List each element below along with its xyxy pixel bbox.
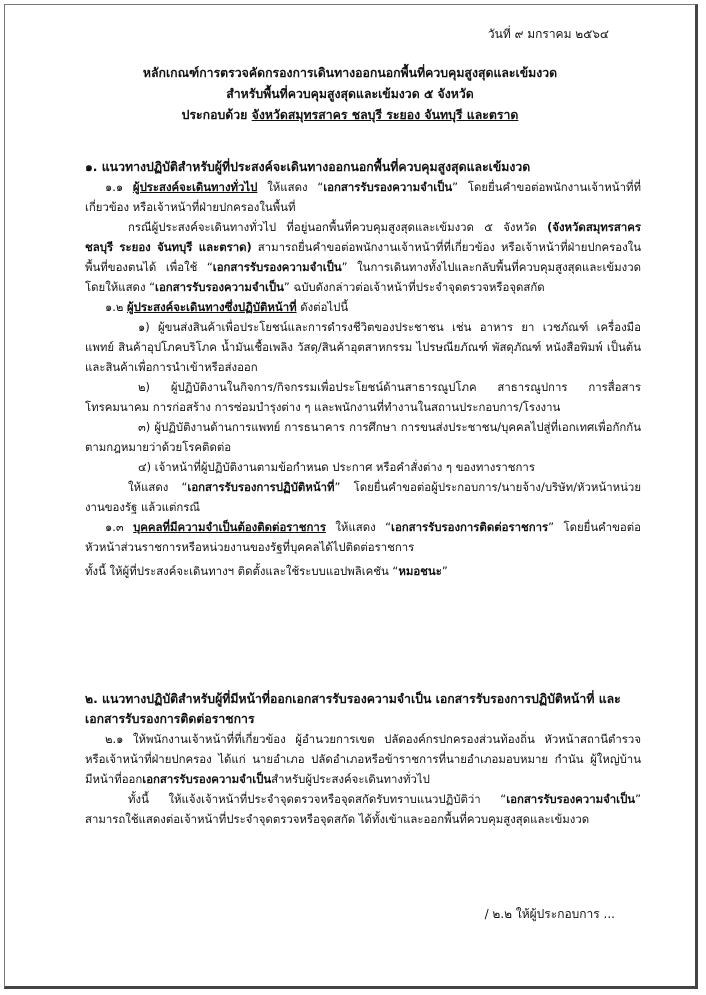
title-provinces: จังหวัดสมุทรสาคร ชลบุรี ระยอง จันทบุรี และตราด bbox=[251, 108, 519, 122]
s12-tail: ดังต่อไปนี้ bbox=[296, 300, 349, 314]
s12-item-3: ๓) ผู้ปฏิบัติงานด้านการแพทย์ การธนาคาร การศึกษา การขนส่งประชาชน/บุคคลไปสู่ที่เอกเทศเพื่อกักกันตามกฎหมายว่าด้วยโรคติดต่อ bbox=[85, 420, 641, 454]
section-1-heading: ๑. แนวทางปฏิบัติสำหรับผู้ที่ประสงค์จะเดินทางออกนอกพื้นที่ควบคุมสูงสุดและเข้มงวด bbox=[85, 160, 531, 174]
s13-doc: เอกสารรับรองการติดต่อราชการ bbox=[391, 520, 549, 534]
section-1-1 bbox=[85, 177, 641, 217]
section-2-1 bbox=[85, 729, 641, 789]
s11-text1: ให้แสดง “ bbox=[257, 180, 324, 194]
section-1-note bbox=[85, 561, 641, 581]
s11-case-g: ” ฉบับดังกล่าวต่อเจ้าหน้าที่ประจำจุดตรวจหรือจุดสกัด bbox=[283, 280, 545, 294]
s11-label: ผู้ประสงค์จะเดินทางทั่วไป bbox=[132, 180, 258, 194]
s11-case-a: กรณีผู้ประสงค์จะเดินทางทั่วไป ที่อยู่นอกพื้นที่ควบคุมสูงสุดและเข้มงวด ๕ จังหวัด bbox=[128, 220, 548, 234]
s21-note-doc: เอกสารรับรองความจำเป็น bbox=[506, 792, 636, 806]
s11-case-doc2: เอกสารรับรองความจำเป็น bbox=[155, 280, 284, 294]
document-date: วันที่ ๙ มกราคม ๒๕๖๔ bbox=[487, 27, 609, 41]
s11-case-c: สามารถยื่นคำขอต่อพนักงานเจ้าหน้าที่ที่เกี่ยวข้อง หรือเจ้าหน้าที่ฝ่ายปกครองในพื้นที่ของตนได้ เพื่อใช้ “ bbox=[85, 240, 641, 274]
s12-show-a: ให้แสดง “ bbox=[128, 480, 188, 494]
page-continuation: / ๒.๒ ให้ผู้ประกอบการ ... bbox=[484, 907, 615, 921]
section-1-3 bbox=[85, 517, 641, 557]
s13-label: บุคคลที่มีความจำเป็นต้องติดต่อราชการ bbox=[133, 520, 326, 534]
document-page bbox=[4, 4, 698, 989]
s12-item-2: ๒) ผู้ปฏิบัติงานในกิจการ/กิจกรรมเพื่อประโยชน์ด้านสาธารณูปโภค สาธารณูปการ การสื่อสารโทรคมนาคม การก่อสร้าง การซ่อมบำรุงต่าง ๆ และพนักงานที่ทำงานในสถานประกอบการ/โรงงาน bbox=[85, 380, 641, 414]
s12-show-b: ” โดยยื่นคำขอต่อผู้ประกอบการ/นายจ้าง/บริษัท/หัวหน้าหน่วยงานของรัฐ แล้วแต่กรณี bbox=[85, 480, 641, 514]
s21-note-a: ทั้งนี้ ให้แจ้งเจ้าหน้าที่ประจำจุดตรวจหรือจุดสกัดรับทราบแนวปฏิบัติว่า “ bbox=[128, 792, 507, 806]
s11-text2: ” โดยยื่นคำขอต่อพนักงานเจ้าหน้าที่ที่เกี่ยวข้อง หรือเจ้าหน้าที่ฝ่ายปกครองในพื้นที่ bbox=[85, 180, 642, 214]
document-title-line2: สำหรับพื้นที่ควบคุมสูงสุดและเข้มงวด ๕ จังหวัด bbox=[226, 87, 474, 101]
s21-text-a: ๒.๑ ให้พนักงานเจ้าหน้าที่ที่เกี่ยวข้อง ผู้อำนวยการเขต ปลัดองค์กรปกครองส่วนท้องถิ่น หัวหน้าสถานีตำรวจ หรือเจ้าหน้าที่ฝ่ายปกครอง ได้แก่ นายอำเภอ ปลัดอำเภอหรือข้าราชการที่นายอำเภอมอบหมาย กำนัน ผู้ใหญ่บ้าน มีหน้าที่ออก bbox=[85, 732, 641, 786]
s13-text1: ให้แสดง “ bbox=[325, 520, 392, 534]
s11-case-doc1: เอกสารรับรองความจำเป็น bbox=[212, 260, 342, 274]
note-text: ทั้งนี้ ให้ผู้ที่ประสงค์จะเดินทางฯ ติดตั้งและใช้ระบบแอปพลิเคชัน “ bbox=[85, 564, 399, 578]
s21-text-b: สำหรับผู้ประสงค์จะเดินทางทั่วไป bbox=[271, 772, 430, 786]
section-2 bbox=[85, 689, 641, 829]
s12-num: ๑.๒ bbox=[105, 300, 127, 314]
section-1-2 bbox=[85, 297, 641, 317]
s12-label: ผู้ประสงค์จะเดินทางซึ่งปฏิบัติหน้าที่ bbox=[126, 300, 297, 314]
section-2-1-note bbox=[85, 789, 641, 829]
s13-text2: ” โดยยื่นคำขอต่อหัวหน้าส่วนราชการหรือหน่วยงานของรัฐที่บุคคลได้ไปติดต่อราชการ bbox=[85, 520, 641, 554]
s11-case-e: ” ในการเดินทางทั้งไปและกลับพื้นที่ควบคุมสูงสุดและเข้มงวด โดยให้แสดง “ bbox=[85, 260, 641, 294]
s12-show bbox=[85, 477, 641, 517]
s11-num: ๑.๑ bbox=[105, 180, 133, 194]
s12-show-doc: เอกสารรับรองการปฏิบัติหน้าที่ bbox=[187, 480, 335, 494]
s12-item-4: ๔) เจ้าหน้าที่ผู้ปฏิบัติงานตามข้อกำหนด ประกาศ หรือคำสั่งต่าง ๆ ของทางราชการ bbox=[138, 460, 535, 474]
note-close-quote: ” bbox=[441, 564, 448, 578]
s11-doc: เอกสารรับรองความจำเป็น bbox=[323, 180, 453, 194]
s21-doc: เอกสารรับรองความจำเป็น bbox=[142, 772, 272, 786]
document-title-line1: หลักเกณฑ์การตรวจคัดกรองการเดินทางออกนอกพื้นที่ควบคุมสูงสุดและเข้มงวด bbox=[142, 66, 558, 80]
note-app-name: หมอชนะ bbox=[398, 564, 442, 578]
s11-case-provinces: (จังหวัดสมุทรสาคร ชลบุรี ระยอง จันทบุรี และตราด) bbox=[85, 220, 641, 254]
title-prefix: ประกอบด้วย bbox=[181, 108, 252, 122]
document-title-line3 bbox=[5, 105, 695, 125]
section-1-1-case bbox=[85, 217, 641, 297]
section-2-heading: ๒. แนวทางปฏิบัติสำหรับผู้ที่มีหน้าที่ออกเอกสารรับรองความจำเป็น เอกสารรับรองการปฏิบัติหน้าที่ และเอกสารรับรองการติดต่อราชการ bbox=[85, 692, 621, 726]
s13-num: ๑.๓ bbox=[105, 520, 134, 534]
s12-item-1: ๑) ผู้ขนส่งสินค้าเพื่อประโยชน์และการดำรงชีวิตของประชาชน เช่น อาหาร ยา เวชภัณฑ์ เครื่องมือแพทย์ สินค้าอุปโภคบริโภค น้ำมันเชื้อเพลิง วัสดุ/สินค้าอุตสาหกรรม ไปรษณียภัณฑ์ พัสดุภัณฑ์ หนังสือพิมพ์ เป็นต้น และสินค้าเพื่อการนำเข้าหรือส่งออก bbox=[85, 320, 641, 374]
section-1 bbox=[85, 157, 641, 581]
s21-note-b: ” สามารถใช้แสดงต่อเจ้าหน้าที่ประจำจุดตรวจหรือจุดสกัด ได้ทั้งเข้าและออกพื้นที่ควบคุมสูงสุดและเข้มงวด bbox=[85, 792, 641, 826]
